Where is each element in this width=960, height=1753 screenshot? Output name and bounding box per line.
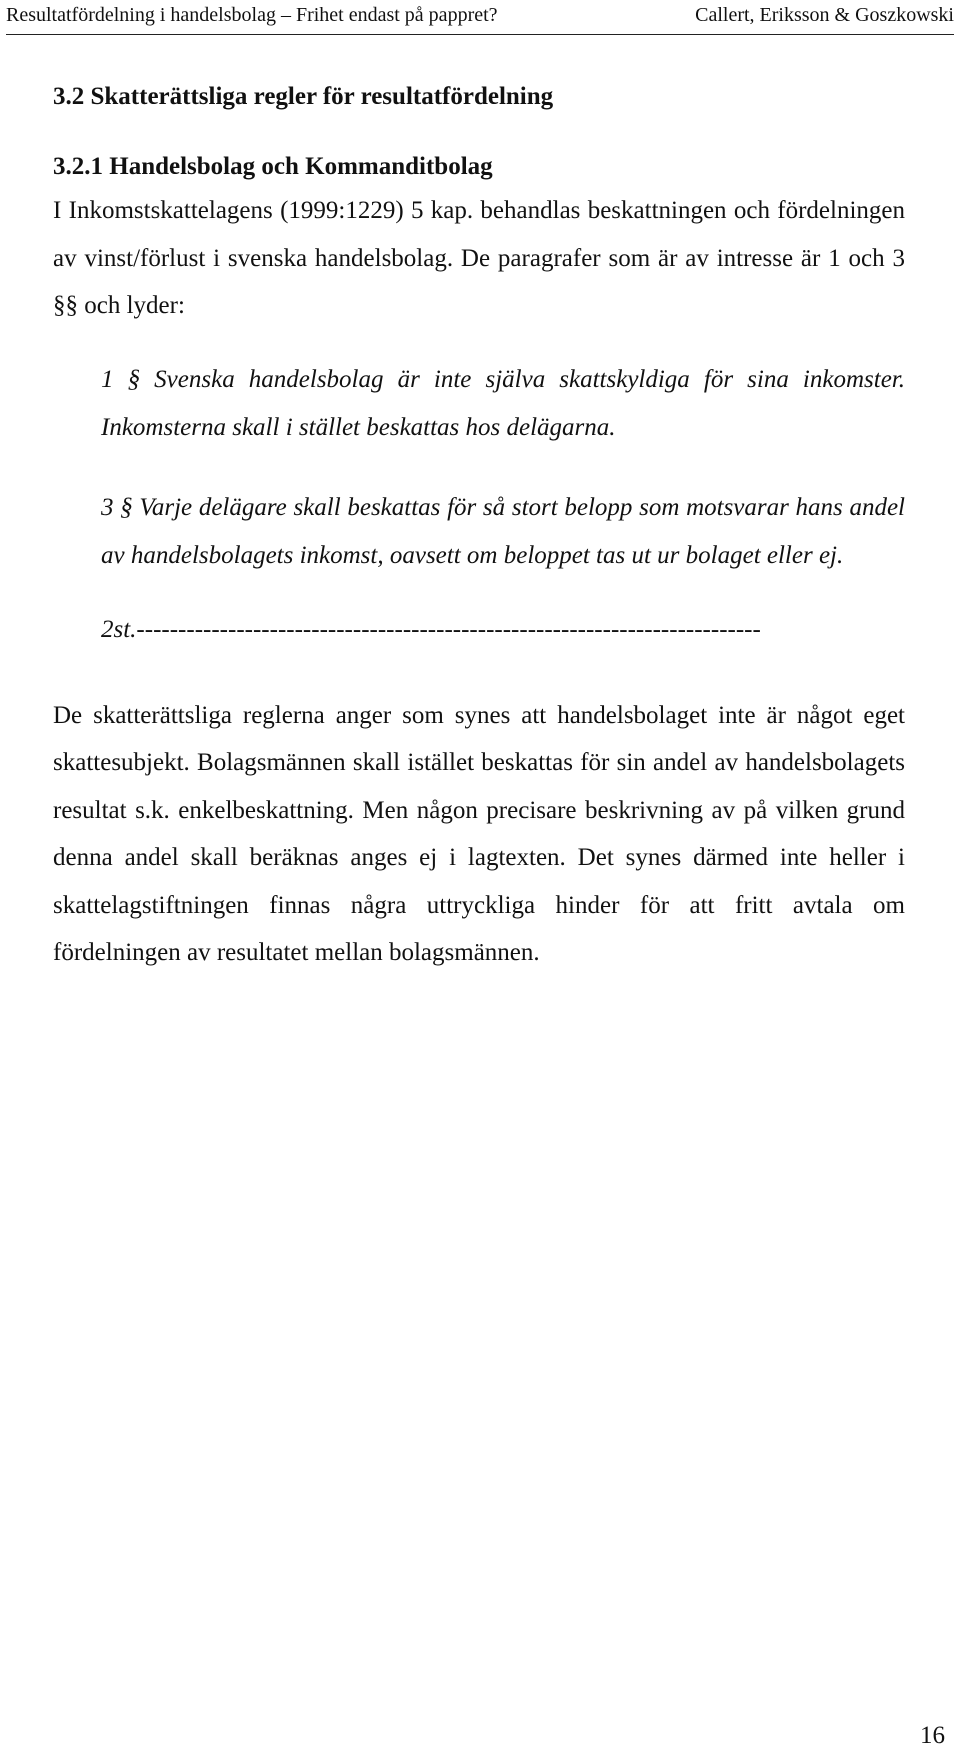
law-quote-paragraph-3: 3 § Varje delägare skall beskattas för så stort belopp som motsvarar hans andel av handelsbolagets inkomst, oavsett om beloppet tas ut ur bolaget eller ej. xyxy=(101,493,905,569)
law-quote-paragraph-1: 1 § Svenska handelsbolag är inte själva skattskyldiga för sina inkomster. Inkomsterna skall i stället beskattas hos delägarna. xyxy=(101,365,905,441)
law-quote-second-section: 2st.--------------------------------------------------------------------------- xyxy=(101,615,761,643)
intro-paragraph: I Inkomstskattelagens (1999:1229) 5 kap. behandlas beskattningen och fördelningen av vinst/förlust i svenska handelsbolag. De paragrafer som är av intresse är 1 och 3 §§ och lyder: xyxy=(53,197,905,319)
body-paragraph: De skatterättsliga reglerna anger som synes att handelsbolaget inte är något eget skattesubjekt. Bolagsmännen skall istället beskattas för sin andel av handelsbolagets resultat s.k. enkelbeskattning. Men någon precisare beskrivning av på vilken grund denna andel skall beräknas anges ej i lagtexten. Det synes därmed inte heller i skattelagstiftningen finnas några uttryckliga hinder för att fritt avtala om fördelningen av resultatet mellan bolagsmännen. xyxy=(53,701,905,966)
subsection-heading: 3.2.1 Handelsbolag och Kommanditbolag xyxy=(53,153,493,180)
running-head-authors: Callert, Eriksson & Goszkowski xyxy=(695,4,954,26)
running-header xyxy=(6,0,954,35)
page-content xyxy=(53,72,905,977)
running-head-title: Resultatfördelning i handelsbolag – Frihet endast på pappret? xyxy=(6,4,498,26)
page-number: 16 xyxy=(920,1722,945,1749)
section-heading: 3.2 Skatterättsliga regler för resultatfördelning xyxy=(53,83,554,110)
